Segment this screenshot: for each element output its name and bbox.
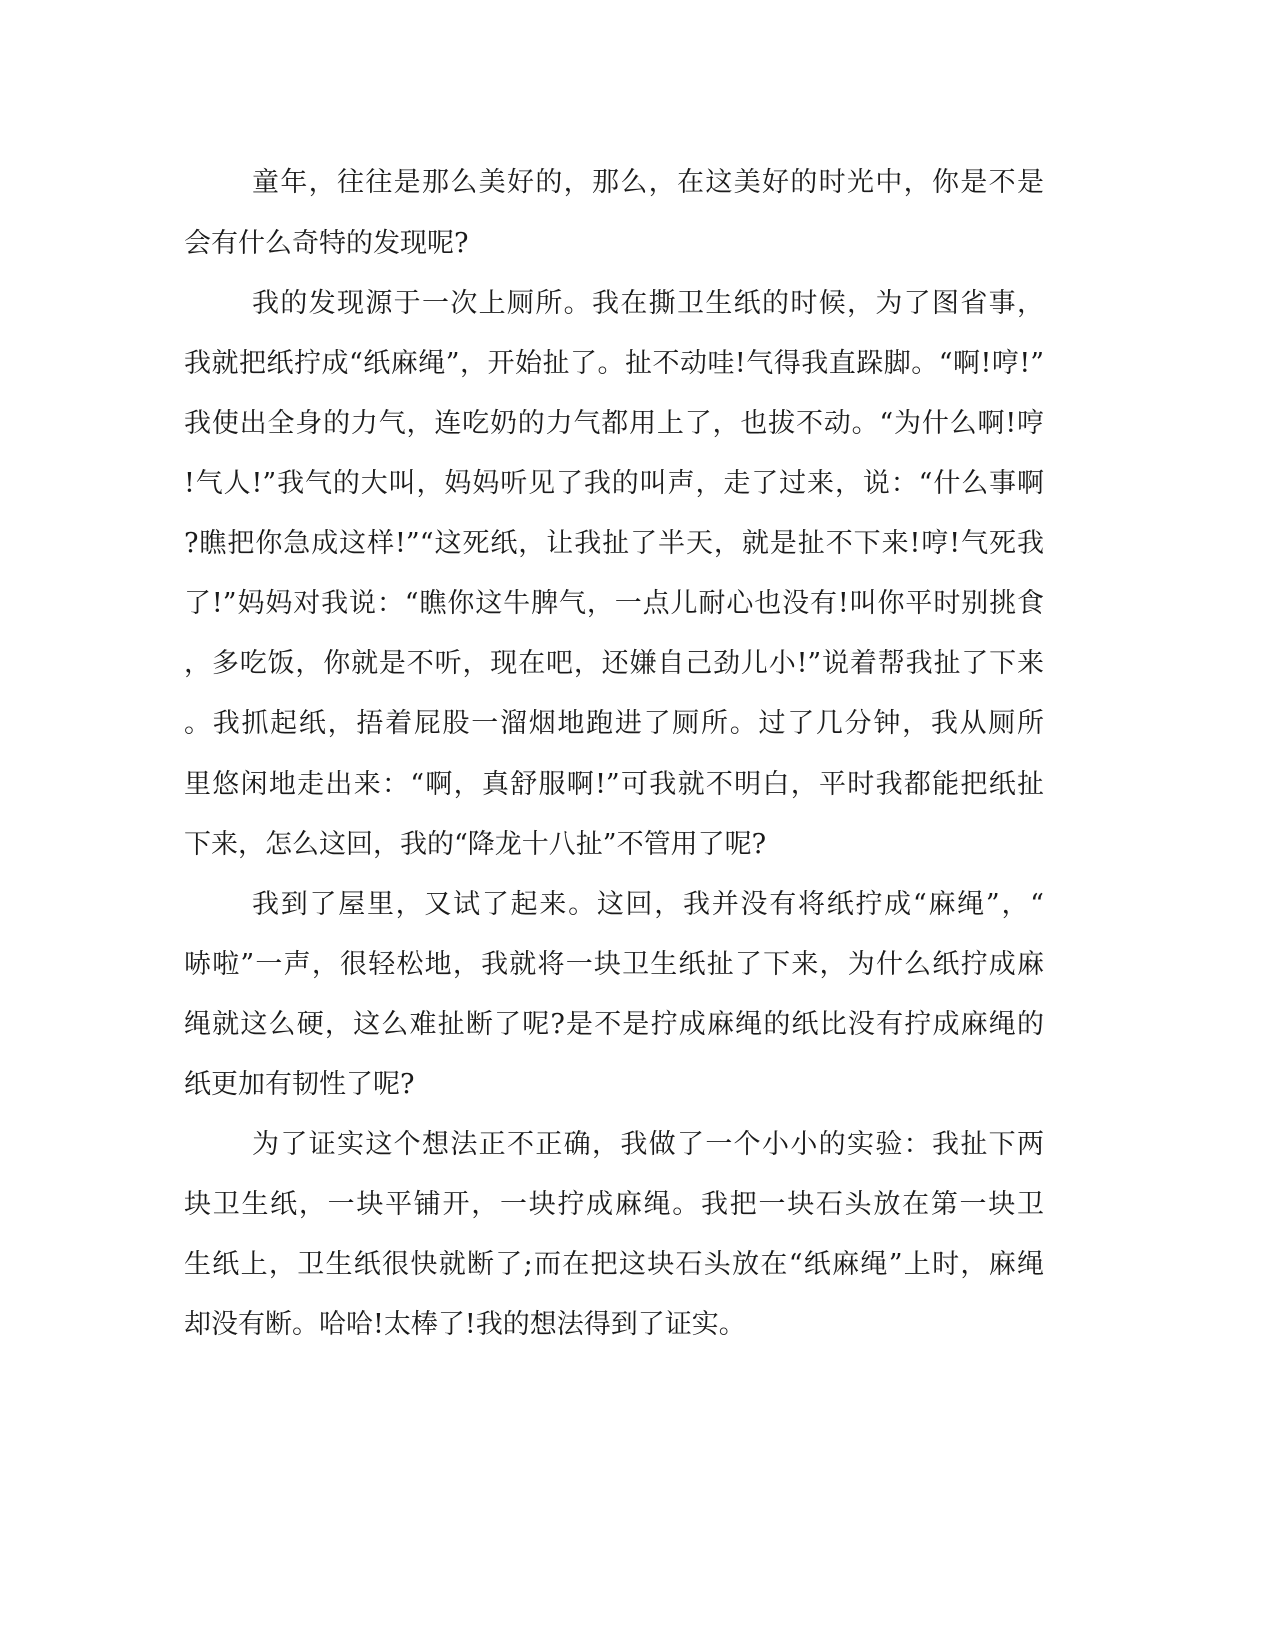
paragraph-4-line-2: 块卫生纸，一块平铺开，一块拧成麻绳。我把一块石头放在第一块卫 xyxy=(184,1189,1044,1220)
paragraph-4-line-3: 生纸上，卫生纸很快就断了;而在把这块石头放在“纸麻绳”上时，麻绳 xyxy=(184,1249,1044,1280)
paragraph-3-line-3: 绳就这么硬，这么难扯断了呢?是不是拧成麻绳的纸比没有拧成麻绳的 xyxy=(184,1009,1044,1040)
paragraph-2-line-5: ?瞧把你急成这样!”“这死纸，让我扯了半天，就是扯不下来!哼!气死我 xyxy=(184,528,1044,559)
paragraph-2-line-8: 。我抓起纸，捂着屁股一溜烟地跑进了厕所。过了几分钟，我从厕所 xyxy=(184,708,1044,739)
paragraph-1-line-1: 童年，往往是那么美好的，那么，在这美好的时光中，你是不是 xyxy=(252,167,1044,198)
paragraph-4-line-1: 为了证实这个想法正不正确，我做了一个小小的实验：我扯下两 xyxy=(252,1129,1044,1160)
paragraph-1-line-2: 会有什么奇特的发现呢? xyxy=(184,228,469,259)
paragraph-2-line-4: !气人!”我气的大叫，妈妈听见了我的叫声，走了过来，说：“什么事啊 xyxy=(184,468,1044,499)
paragraph-2-line-7: ，多吃饭，你就是不听，现在吧，还嫌自己劲儿小!”说着帮我扯了下来 xyxy=(184,648,1044,679)
paragraph-3-line-4: 纸更加有韧性了呢? xyxy=(184,1069,415,1100)
paragraph-2-line-6: 了!”妈妈对我说：“瞧你这牛脾气，一点儿耐心也没有!叫你平时别挑食 xyxy=(184,588,1044,619)
paragraph-2-line-1: 我的发现源于一次上厕所。我在撕卫生纸的时候，为了图省事， xyxy=(252,288,1044,319)
paragraph-3-line-2: 哧啦”一声，很轻松地，我就将一块卫生纸扯了下来，为什么纸拧成麻 xyxy=(184,949,1044,980)
paragraph-2-line-3: 我使出全身的力气，连吃奶的力气都用上了，也拔不动。“为什么啊!哼 xyxy=(184,408,1044,439)
paragraph-3-line-1: 我到了屋里，又试了起来。这回，我并没有将纸拧成“麻绳”，“ xyxy=(252,889,1044,920)
paragraph-2-line-9: 里悠闲地走出来：“啊，真舒服啊!”可我就不明白，平时我都能把纸扯 xyxy=(184,769,1044,800)
paragraph-4-line-4: 却没有断。哈哈!太棒了!我的想法得到了证实。 xyxy=(184,1309,746,1340)
paragraph-2-line-2: 我就把纸拧成“纸麻绳”，开始扯了。扯不动哇!气得我直跺脚。“啊!哼!” xyxy=(184,348,1044,379)
paragraph-2-line-10: 下来，怎么这回，我的“降龙十八扯”不管用了呢? xyxy=(184,829,767,860)
